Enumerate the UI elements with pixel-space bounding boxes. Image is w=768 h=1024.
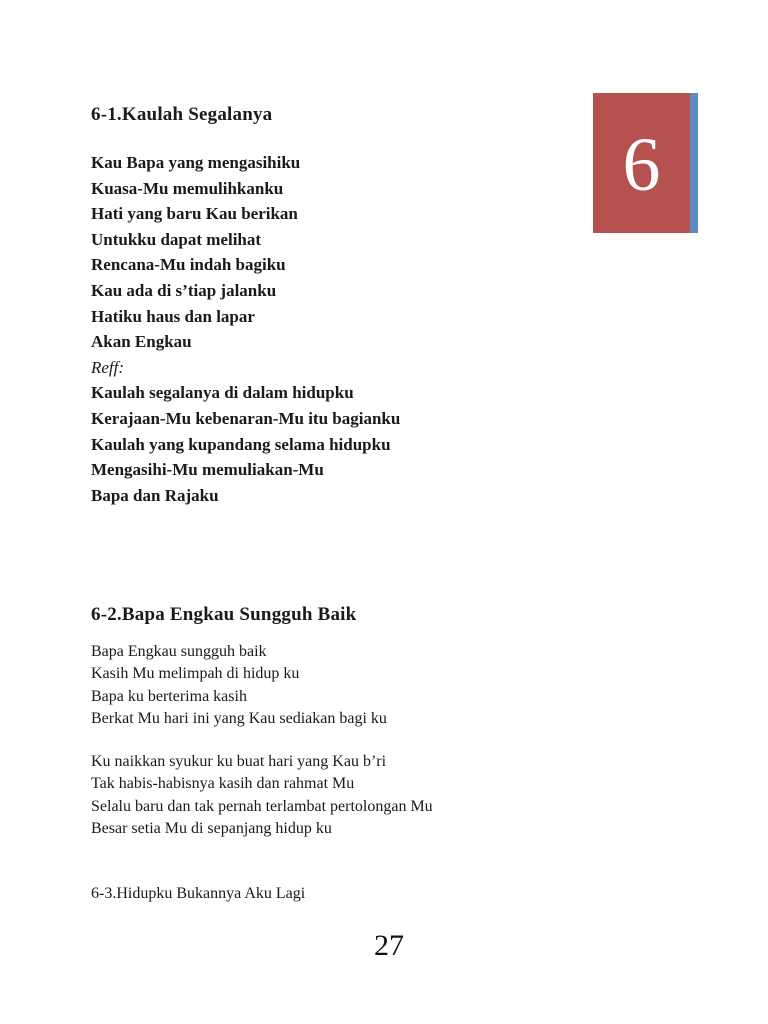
song2-stanza1 — [91, 641, 387, 730]
song1-lyrics — [91, 150, 400, 508]
lyric-line: Kaulah segalanya di dalam hidupku — [91, 383, 354, 403]
lyric-line: Berkat Mu hari ini yang Kau sediakan bagi ku — [91, 709, 387, 727]
chapter-badge-background — [593, 93, 690, 233]
lyric-line: Kaulah yang kupandang selama hidupku — [91, 434, 391, 454]
lyric-line: Kuasa-Mu memulihkanku — [91, 178, 284, 198]
lyric-line: Selalu baru dan tak pernah terlambat pertolongan Mu — [91, 797, 433, 815]
lyric-line: Hati yang baru Kau berikan — [91, 204, 298, 224]
lyric-line: Ku naikkan syukur ku buat hari yang Kau b’ri — [91, 753, 387, 770]
lyric-line: Kerajaan-Mu kebenaran-Mu itu bagianku — [91, 408, 401, 428]
chapter-number: 6 — [622, 123, 661, 207]
lyric-line: Tak habis-habisnya kasih dan rahmat Mu — [91, 775, 355, 793]
lyric-line: Kau Bapa yang mengasihiku — [91, 153, 301, 172]
reff-label: Reff: — [91, 357, 125, 377]
song2-title: 6-2.Bapa Engkau Sungguh Baik — [91, 603, 357, 625]
lyric-line: Bapa ku berterima kasih — [91, 687, 247, 705]
lyric-line: Kasih Mu melimpah di hidup ku — [91, 665, 300, 683]
lyric-line: Mengasihi-Mu memuliakan-Mu — [91, 460, 324, 480]
chapter-badge-strip — [690, 93, 698, 233]
song1-title: 6-1.Kaulah Segalanya — [91, 103, 273, 125]
lyric-line: Bapa Engkau sungguh baik — [91, 643, 267, 660]
lyric-line: Besar setia Mu di sepanjang hidup ku — [91, 819, 332, 837]
lyric-line: Akan Engkau — [91, 332, 192, 352]
lyric-line: Kau ada di s’tiap jalanku — [91, 280, 277, 300]
lyric-line: Bapa dan Rajaku — [91, 485, 219, 505]
lyric-line: Rencana-Mu indah bagiku — [91, 255, 286, 275]
lyric-line: Untukku dapat melihat — [91, 229, 262, 249]
page-number: 27 — [374, 929, 404, 962]
song3-title: 6-3.Hidupku Bukannya Aku Lagi — [91, 885, 306, 902]
lyric-line: Hatiku haus dan lapar — [91, 306, 255, 326]
chapter-badge — [593, 93, 698, 233]
song2-stanza2 — [91, 751, 433, 840]
